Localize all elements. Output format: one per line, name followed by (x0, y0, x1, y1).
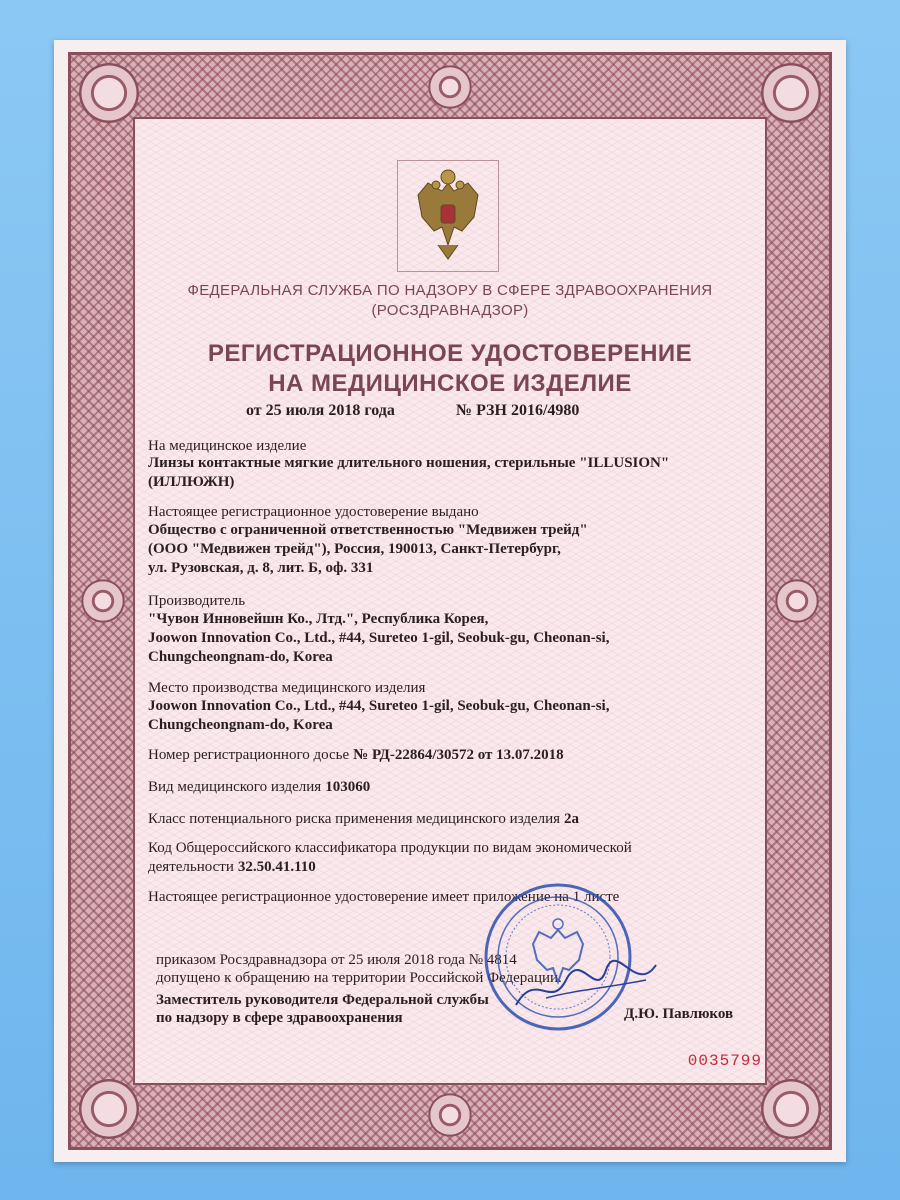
handwritten-signature (506, 950, 666, 1020)
corner-ornament-bottom-right (756, 1074, 826, 1144)
okp-code-value: 32.50.41.110 (237, 859, 316, 875)
issue-date: от 25 июля 2018 года (246, 402, 395, 419)
dossier-number: № РД-22864/30572 от 13.07.2018 (353, 747, 564, 763)
holder-name: Общество с ограниченной ответственностью "Медвижен трейд" (148, 522, 588, 538)
signer-title-2: по надзору в сфере здравоохранения (156, 1010, 403, 1026)
registration-number: № РЗН 2016/4980 (456, 402, 580, 419)
device-label: На медицинское изделие (148, 438, 307, 454)
corner-ornament-top-left (74, 58, 144, 128)
dossier-label: Номер регистрационного досье (148, 747, 350, 763)
side-rosette-left (80, 578, 126, 624)
okp-code-row (148, 858, 316, 876)
device-type-code: 103060 (325, 779, 371, 795)
document-title: РЕГИСТРАЦИОННОЕ УДОСТОВЕРЕНИЕ (207, 340, 693, 367)
serial-number: 0035799 (687, 1052, 762, 1070)
signer-title-1: Заместитель руководителя Федеральной службы (156, 992, 489, 1008)
corner-ornament-bottom-left (74, 1074, 144, 1144)
risk-class-value: 2а (564, 811, 580, 827)
bottom-rosette (427, 1092, 473, 1138)
appendix-note: Настоящее регистрационное удостоверение имеет приложение на 1 листе (148, 889, 620, 905)
signer-name: Д.Ю. Павлюков (624, 1006, 734, 1022)
manufacturer-label: Производитель (148, 593, 246, 609)
holder-address-1: (ООО "Медвижен трейд"), Россия, 190013, Санкт-Петербург, (148, 541, 561, 557)
manufacturer-name-en: Joowon Innovation Co., Ltd., #44, Sureteo 1-gil, Seobuk-gu, Cheonan-si, (148, 630, 610, 646)
device-type-row (148, 778, 370, 796)
double-headed-eagle-emblem (398, 161, 498, 271)
agency-abbreviation: (РОСЗДРАВНАДЗОР) (371, 302, 529, 319)
top-rosette (427, 64, 473, 110)
corner-ornament-top-right (756, 58, 826, 128)
risk-class-row (148, 810, 579, 828)
certificate-page (54, 40, 846, 1162)
okp-code-label: Код Общероссийского классификатора продукции по видам экономической (148, 840, 632, 856)
risk-class-label: Класс потенциального риска применения медицинского изделия (148, 811, 561, 827)
production-site-label: Место производства медицинского изделия (148, 680, 426, 696)
device-type-label: Вид медицинского изделия (148, 779, 322, 795)
order-reference: приказом Росздравнадзора от 25 июля 2018 года № 4814 (156, 952, 517, 968)
admission-note: допущено к обращению на территории Российской Федерации. (156, 970, 562, 986)
state-emblem-frame (397, 160, 499, 272)
device-name: Линзы контактные мягкие длительного ношения, стерильные "ILLUSION" (148, 455, 670, 471)
document-subtitle: НА МЕДИЦИНСКОЕ ИЗДЕЛИЕ (268, 370, 632, 397)
issued-to-label: Настоящее регистрационное удостоверение выдано (148, 504, 479, 520)
production-site-region: Chungcheongnam-do, Korea (148, 717, 333, 733)
dossier-row (148, 746, 564, 764)
device-name-ru: (ИЛЛЮЖН) (148, 474, 235, 490)
manufacturer-region: Chungcheongnam-do, Korea (148, 649, 333, 665)
okp-code-label-2: деятельности (148, 859, 234, 875)
holder-address-2: ул. Рузовская, д. 8, лит. Б, оф. 331 (148, 560, 374, 576)
production-site-address: Joowon Innovation Co., Ltd., #44, Sureteo 1-gil, Seobuk-gu, Cheonan-si, (148, 698, 610, 714)
agency-name: ФЕДЕРАЛЬНАЯ СЛУЖБА ПО НАДЗОРУ В СФЕРЕ ЗДРАВООХРАНЕНИЯ (187, 282, 713, 299)
manufacturer-name-ru: "Чувон Инновейшн Ко., Лтд.", Республика Корея, (148, 611, 489, 627)
side-rosette-right (774, 578, 820, 624)
